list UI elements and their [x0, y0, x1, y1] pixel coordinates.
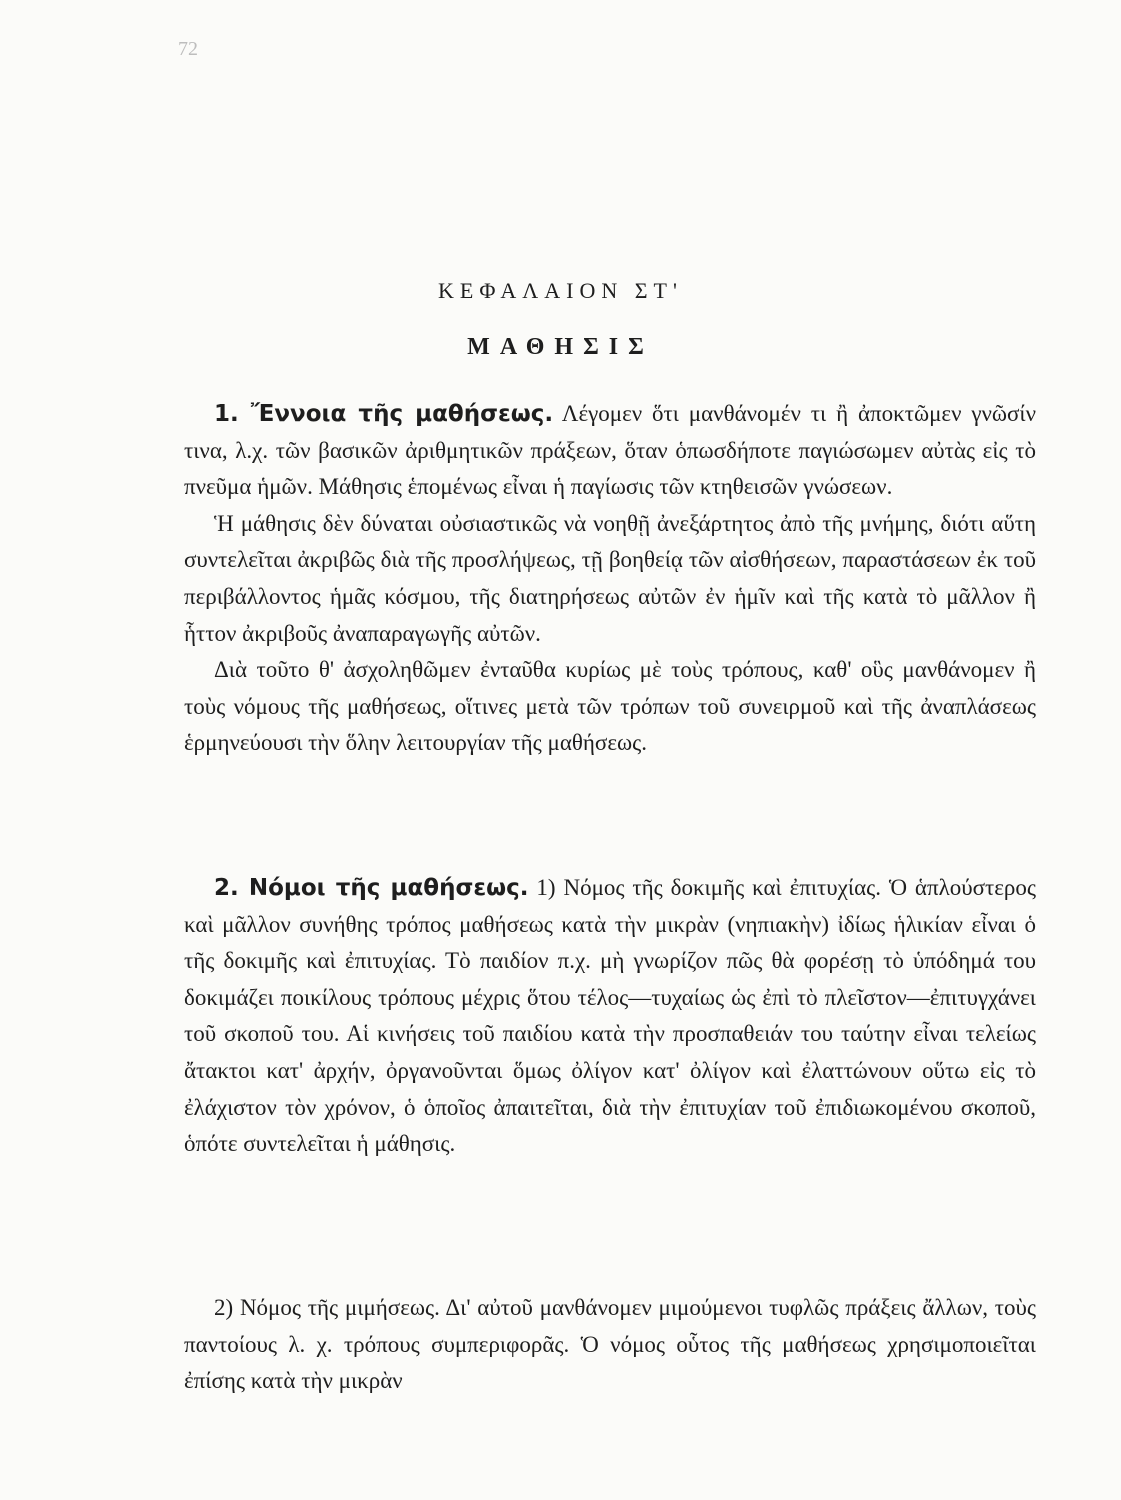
section-2 [184, 870, 1036, 1163]
paragraph-text: Λέγομεν ὅτι μανθάνομέν τι ἢ ἀποκτῶμεν γνῶσίν τινα, λ.χ. τῶν βασικῶν ἀριθμητικῶν πράξεων, ὅταν ὁπωσδήποτε παγιώσωμεν αὐτὰς εἰς τὸ πνεῦμα ἡμῶν. Μάθησις ἑπομένως εἶναι ἡ παγίωσις τῶν κτηθεισῶν γνώσεων. [184, 401, 1037, 500]
chapter-title: ΜΑΘΗΣΙΣ [467, 334, 654, 360]
paragraph: Ἡ μάθησις δὲν δύναται οὐσιαστικῶς νὰ νοηθῇ ἀνεξάρτητος ἀπὸ τῆς μνήμης, διότι αὕτη συντελεῖται ἀκριβῶς διὰ τῆς προσλήψεως, τῇ βοηθείᾳ τῶν αἰσθήσεων, παραστάσεων ἐκ τοῦ περιβάλλοντος ἡμᾶς κόσμου, τῆς διατηρήσεως αὐτῶν ἐν ἡμῖν καὶ τῆς κατὰ τὸ μᾶλλον ἢ ἧττον ἀκριβοῦς ἀναπαραγωγῆς αὐτῶν. [184, 510, 1036, 646]
section-1 [184, 396, 1036, 762]
section-heading: 1. Ἔννοια τῆς μαθήσεως. [214, 401, 554, 427]
paragraph: Διὰ τοῦτο θ' ἀσχοληθῶμεν ἐνταῦθα κυρίως μὲ τοὺς τρόπους, καθ' οὓς μανθάνομεν ἢ τοὺς νόμους τῆς μαθήσεως, οἵτινες μετὰ τῶν τρόπων τοῦ συνειρμοῦ καὶ τῆς ἀναπλάσεως ἑρμηνεύουσι τὴν ὅλην λειτουργίαν τῆς μαθήσεως. [184, 657, 1036, 756]
section-heading: 2. Νόμοι τῆς μαθήσεως. [214, 875, 529, 901]
paragraph [184, 396, 1036, 506]
page-number: 72 [178, 38, 198, 60]
section-2-continued [184, 1290, 1036, 1400]
paragraph [184, 870, 1036, 1163]
paragraph-text: 1) Νόμος τῆς δοκιμῆς καὶ ἐπιτυχίας. Ὁ ἁπλούστερος καὶ μᾶλλον συνήθης τρόπος μαθήσεως κατὰ τὴν μικρὰν (νηπιακὴν) ἰδίως ἡλικίαν εἶναι ὁ τῆς δοκιμῆς καὶ ἐπιτυχίας. Τὸ παιδίον π.χ. μὴ γνωρίζον πῶς θὰ φορέσῃ τὸ ὑπόδημά του δοκιμάζει ποικίλους τρόπους μέχρις ὅτου τέλος—τυχαίως ὡς ἐπὶ τὸ πλεῖστον—ἐπιτυγχάνει τοῦ σκοποῦ του. Αἱ κινήσεις τοῦ παιδίου κατὰ τὴν προσπαθειάν του ταύτην εἶναι τελείως ἄτακτοι κατ' ἀρχήν, ὀργανοῦνται ὅμως ὀλίγον κατ' ὀλίγον καὶ ἐλαττώνουν οὕτω εἰς τὸ ἐλάχιστον τὸν χρόνον, ὁ ὁποῖος ἀπαιτεῖται, διὰ τὴν ἐπιτυχίαν τοῦ ἐπιδιωκομένου σκοποῦ, ὁπότε συντελεῖται ἡ μάθησις. [184, 875, 1037, 1157]
chapter-label: ΚΕΦΑΛΑΙΟΝ ΣΤ' [438, 278, 683, 303]
paragraph: 2) Νόμος τῆς μιμήσεως. Δι' αὐτοῦ μανθάνομεν μιμούμενοι τυφλῶς πράξεις ἄλλων, τοὺς παντοίους λ. χ. τρόπους συμπεριφορᾶς. Ὁ νόμος οὗτος τῆς μαθήσεως χρησιμοποιεῖται ἐπίσης κατὰ τὴν μικρὰν [184, 1295, 1036, 1394]
